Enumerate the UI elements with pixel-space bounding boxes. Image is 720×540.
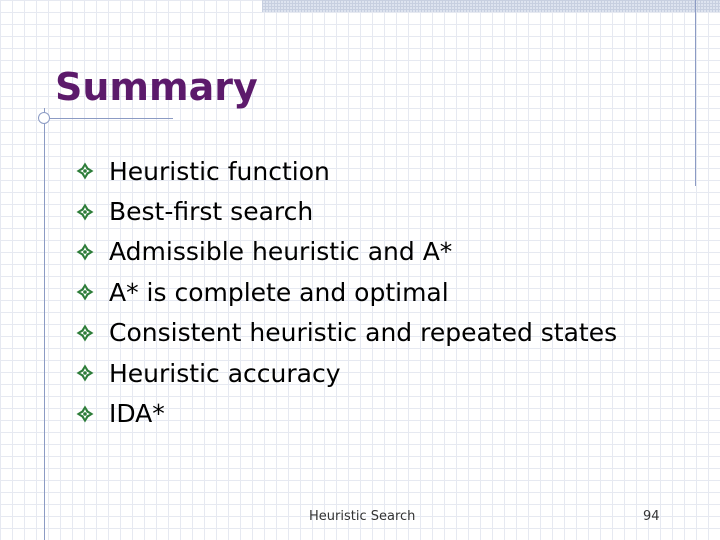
bullet-text: Heuristic function	[109, 156, 330, 186]
ornament-bullet-icon	[76, 162, 94, 180]
top-decorative-band	[262, 0, 720, 12]
bullet-item	[76, 313, 617, 353]
bullet-item	[76, 191, 617, 231]
bullet-item	[76, 272, 617, 312]
ornament-bullet-icon	[76, 324, 94, 342]
bullet-list	[76, 151, 617, 434]
bullet-text: Admissible heuristic and A*	[109, 237, 453, 267]
ornament-bullet-icon	[76, 405, 94, 423]
ornament-bullet-icon	[76, 243, 94, 261]
bullet-text: Best-first search	[109, 197, 314, 227]
ornament-bullet-icon	[76, 203, 94, 221]
corner-circle-ornament	[38, 112, 50, 124]
left-decorative-line	[44, 108, 45, 540]
bullet-text: IDA*	[109, 399, 165, 429]
page-number: 94	[643, 509, 660, 524]
bullet-item	[76, 353, 617, 393]
footer-text: Heuristic Search	[309, 509, 416, 524]
bullet-text: Consistent heuristic and repeated states	[109, 318, 618, 348]
bullet-text: Heuristic accuracy	[109, 358, 341, 388]
right-decorative-line	[695, 0, 696, 186]
bullet-text: A* is complete and optimal	[109, 277, 449, 307]
slide-title: Summary	[55, 65, 258, 109]
title-underline-rule	[40, 118, 173, 119]
bullet-item	[76, 393, 617, 433]
ornament-bullet-icon	[76, 364, 94, 382]
bullet-item	[76, 151, 617, 191]
ornament-bullet-icon	[76, 283, 94, 301]
bullet-item	[76, 232, 617, 272]
